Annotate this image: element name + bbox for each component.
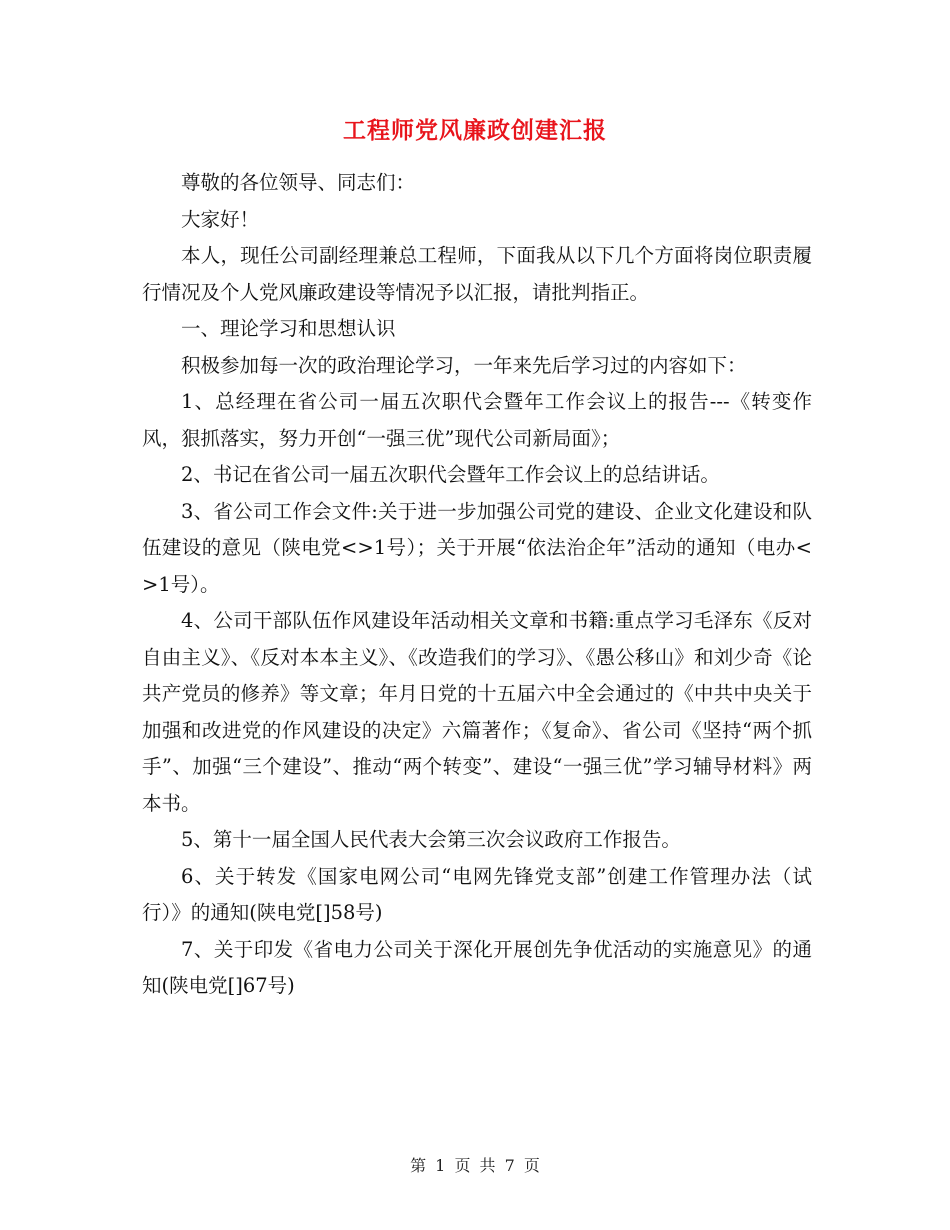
greeting: 大家好！ (181, 207, 260, 231)
list-item: 2、书记在省公司一届五次职代会暨年工作会议上的总结讲话。 (181, 463, 720, 486)
salutation: 尊敬的各位领导、同志们： (181, 171, 416, 194)
section-heading: 一、理论学习和思想认识 (181, 317, 396, 340)
list-item: 6、关于转发《国家电网公司“电网先锋党支部”创建工作管理办法（试行）》的通知(陕电党[]58号) (142, 864, 812, 924)
list-item: 3、省公司工作会文件:关于进一步加强公司党的建设、企业文化建设和队伍建设的意见（陕电党<>1号）；关于开展“依法治企年”活动的通知（电办<>1号）。 (142, 499, 812, 596)
list-item: 5、第十一届全国人民代表大会第三次会议政府工作报告。 (181, 828, 681, 851)
page-number: 第 1 页 共 7 页 (410, 1156, 540, 1175)
list-item: 1、总经理在省公司一届五次职代会暨年工作会议上的报告---《转变作风，狠抓落实，努力开创“一强三优”现代公司新局面》； (142, 390, 812, 450)
list-item: 4、公司干部队伍作风建设年活动相关文章和书籍:重点学习毛泽东《反对自由主义》、《反对本本主义》、《改造我们的学习》、《愚公移山》和刘少奇《论共产党员的修养》等文章；年月日党的十五届六中全会通过的《中共中央关于加强和改进党的作风建设的决定》六篇著作；《复命》、省公司《坚持“两个抓手”、加强“三个建设”、推动“两个转变”、建设“一强三优”学习辅导材料》两本书。 (142, 609, 812, 815)
list-item: 7、关于印发《省电力公司关于深化开展创先争优活动的实施意见》的通知(陕电党[]67号) (142, 937, 812, 997)
document-body (142, 165, 812, 1005)
body-paragraph: 积极参加每一次的政治理论学习，一年来先后学习过的内容如下： (181, 353, 747, 377)
document-title: 工程师党风廉政创建汇报 (343, 117, 607, 144)
intro-paragraph: 本人，现任公司副经理兼总工程师，下面我从以下几个方面将岗位职责履行情况及个人党风廉政建设等情况予以汇报，请批判指正。 (142, 244, 812, 304)
